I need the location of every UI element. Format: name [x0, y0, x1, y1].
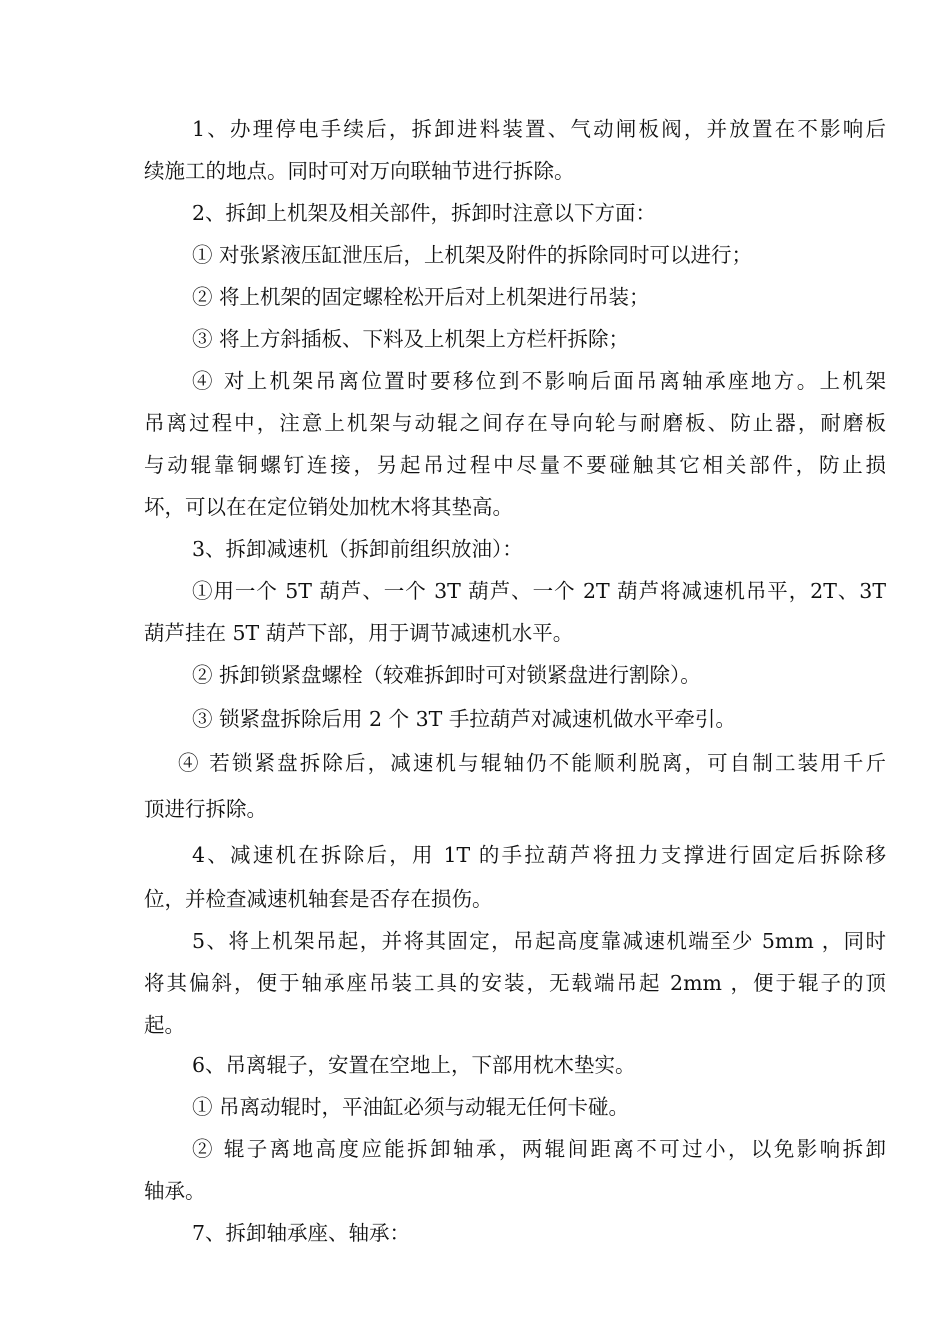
text-line: 顶进行拆除。 [144, 797, 267, 821]
paragraph-step-6-item-1 [144, 1086, 886, 1128]
text-line: ④ 对上机架吊离位置时要移位到不影响后面吊离轴承座地方。上机架 [192, 369, 886, 393]
paragraph-step-3-item-4 [144, 742, 886, 830]
text-line: 坏，可以在在定位销处加枕木将其垫高。 [144, 495, 513, 519]
paragraph-step-2-item-2 [144, 276, 886, 318]
paragraph-step-3 [144, 528, 886, 570]
paragraph-step-5 [144, 920, 886, 1046]
text-line: 起。 [144, 1013, 185, 1037]
paragraph-step-1 [144, 108, 886, 192]
text-line: 与动辊靠铜螺钉连接，另起吊过程中尽量不要碰触其它相关部件，防止损 [144, 453, 886, 477]
paragraph-step-2-item-1 [144, 234, 886, 276]
paragraph-step-2-item-4 [144, 360, 886, 528]
paragraph-step-3-item-2 [144, 654, 886, 696]
text-line: ② 将上机架的固定螺栓松开后对上机架进行吊装； [192, 285, 650, 309]
text-line: ④ 若锁紧盘拆除后，减速机与辊轴仍不能顺利脱离，可自制工装用千斤 [178, 751, 886, 775]
paragraph-step-4 [144, 834, 886, 920]
text-line: 葫芦挂在 5T 葫芦下部，用于调节减速机水平。 [144, 621, 574, 645]
text-line: 6、吊离辊子，安置在空地上，下部用枕木垫实。 [192, 1053, 636, 1077]
text-line: 将其偏斜，便于轴承座吊装工具的安装，无载端吊起 2mm ，便于辊子的顶 [144, 971, 886, 995]
text-line: 续施工的地点。同时可对万向联轴节进行拆除。 [144, 159, 575, 183]
text-line: ① 对张紧液压缸泄压后，上机架及附件的拆除同时可以进行； [192, 243, 753, 267]
text-line: 吊离过程中，注意上机架与动辊之间存在导向轮与耐磨板、防止器，耐磨板 [144, 411, 886, 435]
text-line: ② 拆卸锁紧盘螺栓（较难拆卸时可对锁紧盘进行割除）。 [192, 663, 701, 687]
paragraph-step-6-item-2 [144, 1128, 886, 1212]
text-line: 3、拆卸减速机（拆卸前组织放油）： [192, 537, 523, 561]
text-line: 7、拆卸轴承座、轴承： [192, 1221, 411, 1245]
text-line: ① 吊离动辊时，平油缸必须与动辊无任何卡碰。 [192, 1095, 630, 1119]
text-line: 4、减速机在拆除后，用 1T 的手拉葫芦将扭力支撑进行固定后拆除移 [192, 843, 886, 867]
text-line: 1、办理停电手续后，拆卸进料装置、气动闸板阀，并放置在不影响后 [192, 117, 886, 141]
text-line: ①用一个 5T 葫芦、一个 3T 葫芦、一个 2T 葫芦将减速机吊平，2T、3T [192, 579, 886, 603]
paragraph-step-2-item-3 [144, 318, 886, 360]
text-line: ③ 将上方斜插板、下料及上机架上方栏杆拆除； [192, 327, 630, 351]
text-line: 2、拆卸上机架及相关部件，拆卸时注意以下方面： [192, 201, 657, 225]
paragraph-step-3-item-3 [144, 698, 886, 740]
text-line: 5、将上机架吊起，并将其固定，吊起高度靠减速机端至少 5mm ，同时 [192, 929, 886, 953]
text-line: 轴承。 [144, 1179, 206, 1203]
text-line: ③ 锁紧盘拆除后用 2 个 3T 手拉葫芦对减速机做水平牵引。 [192, 707, 736, 731]
paragraph-step-2 [144, 192, 886, 234]
text-line: 位，并检查减速机轴套是否存在损伤。 [144, 887, 493, 911]
paragraph-step-7 [144, 1212, 886, 1254]
paragraph-step-6 [144, 1044, 886, 1086]
paragraph-step-3-item-1 [144, 570, 886, 654]
text-line: ② 辊子离地高度应能拆卸轴承，两辊间距离不可过小，以免影响拆卸 [192, 1137, 886, 1161]
